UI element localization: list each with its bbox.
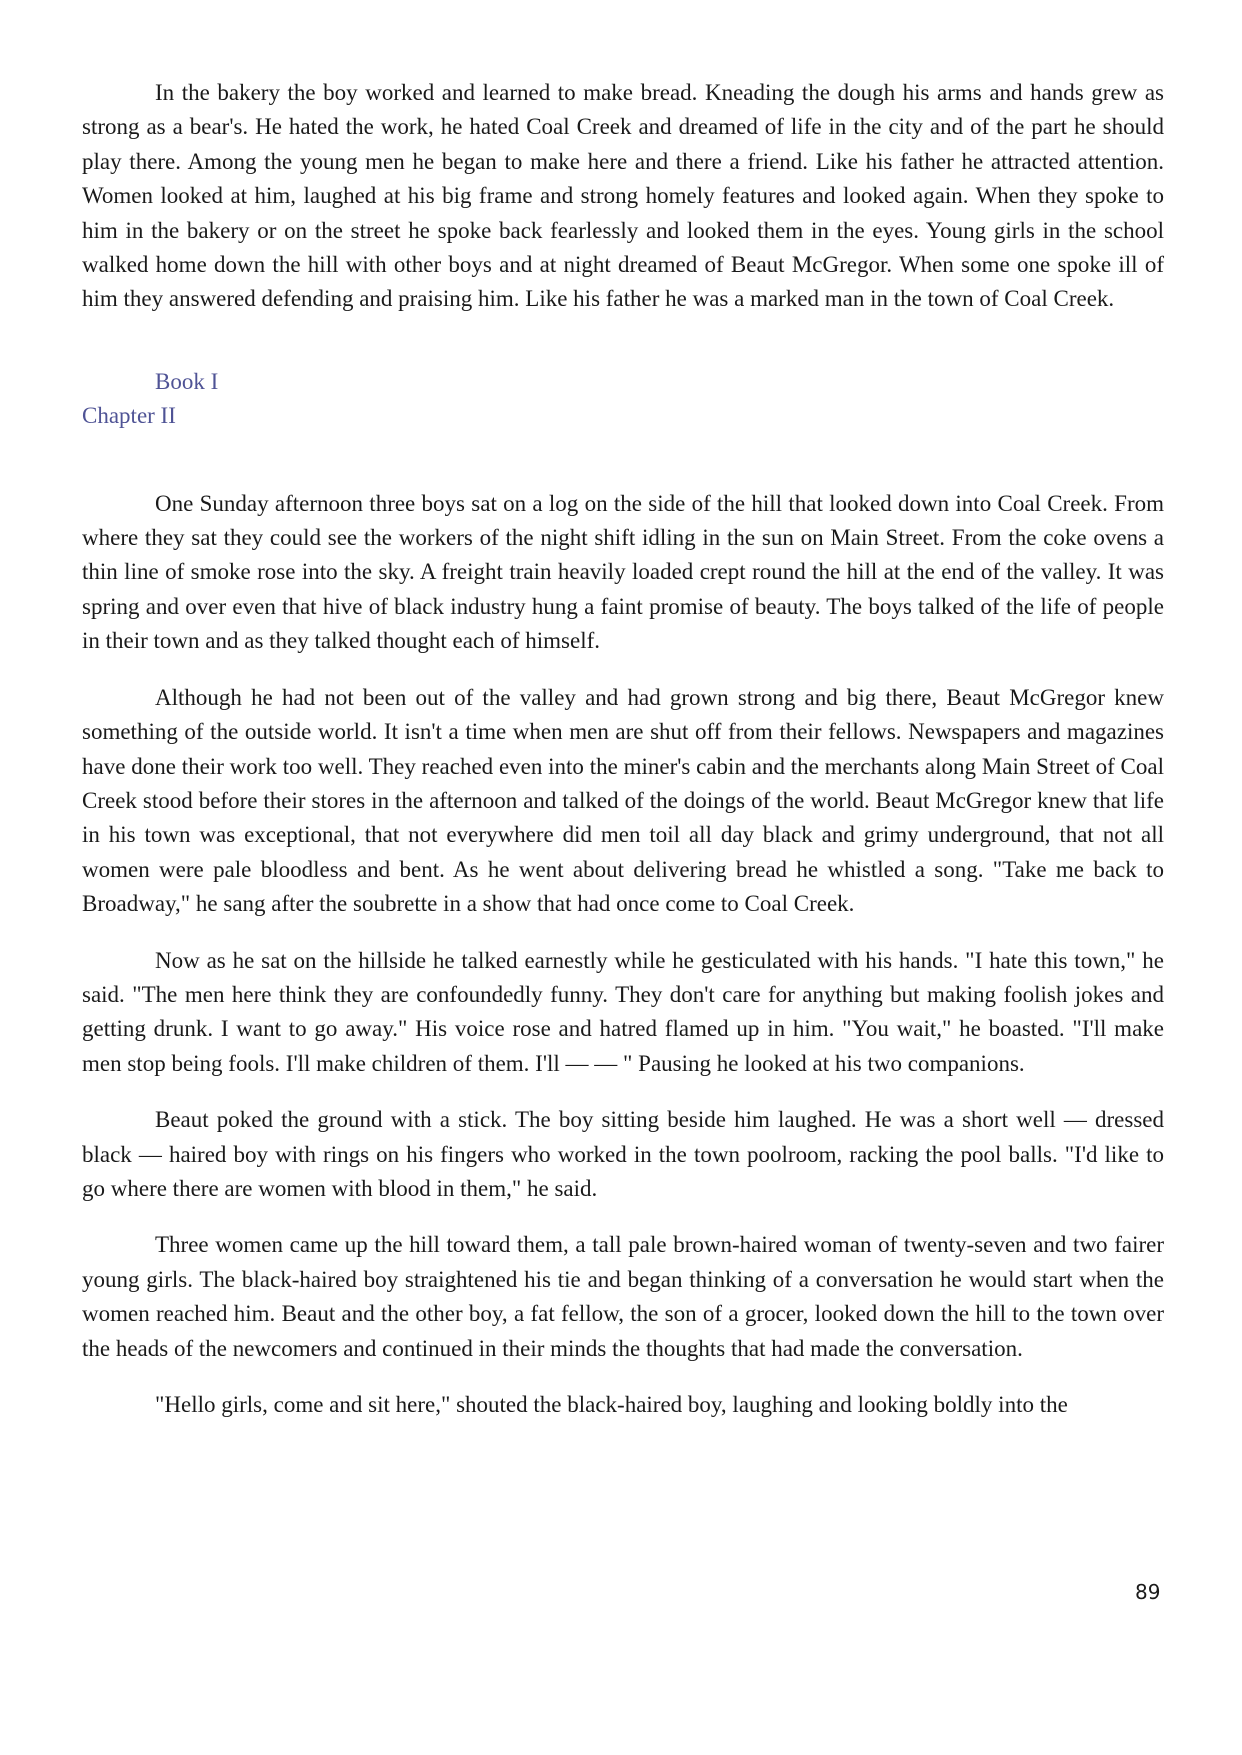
page-number: 89 [1135, 1580, 1161, 1604]
paragraph-bakery: In the bakery the boy worked and learned to make bread. Kneading the dough his arms and hands grew as strong as a bear's. He hated the work, he hated Coal Creek and dreamed of life in the city and of the part he should play there. Among the young men he began to make here and there a friend. Like his father he attracted attention. Women looked at him, laughed at his big frame and strong homely features and looked again. When they spoke to him in the bakery or on the street he spoke back fearlessly and looked them in the eyes. Young girls in the school walked home down the hill with other boys and at night dreamed of Beaut McGregor. When some one spoke ill of him they answered defending and praising him. Like his father he was a marked man in the town of Coal Creek. [82, 80, 1164, 312]
chapter-heading: Chapter II [82, 403, 176, 429]
book-heading: Book I [155, 368, 219, 394]
paragraph-sunday-afternoon: One Sunday afternoon three boys sat on a log on the side of the hill that looked down into Coal Creek. From where they sat they could see the workers of the night shift idling in the sun on Main Street. From the coke ovens a thin line of smoke rose into the sky. A freight train heavily loaded crept round the hill at the end of the valley. It was spring and over even that hive of black industry hung a faint promise of beauty. The boys talked of the life of people in their town and as they talked thought each of himself. [82, 490, 1164, 654]
paragraph-outside-world: Although he had not been out of the valley and had grown strong and big there, Beaut McGregor knew something of the outside world. It isn't a time when men are shut off from their fellows. Newspapers and magazines have done their work too well. They reached even into the miner's cabin and the merchants along Main Street of Coal Creek stood before their stores in the afternoon and talked of the doings of the world. Beaut McGregor knew that life in his town was exceptional, that not everywhere did men toil all day black and grimy underground, that not all women were pale bloodless and bent. As he went about delivering bread he whistled a song. "Take me back to Broadway," he sang after the soubrette in a show that had once come to Coal Creek. [82, 684, 1164, 917]
paragraph-three-women: Three women came up the hill toward them, a tall pale brown-haired woman of twenty-seven and two fairer young girls. The black-haired boy straightened his tie and began thinking of a conversation he would start when the women reached him. Beaut and the other boy, a fat fellow, the son of a grocer, looked down the hill to the town over the heads of the newcomers and continued in their minds the thoughts that had made the conversation. [82, 1232, 1164, 1361]
paragraph-poolroom-boy: Beaut poked the ground with a stick. The boy sitting beside him laughed. He was a short well — dressed black — haired boy with rings on his fingers who worked in the town poolroom, racking the pool balls. "I'd like to go where there are women with blood in them," he said. [82, 1107, 1164, 1201]
paragraph-hillside-talk: Now as he sat on the hillside he talked earnestly while he gesticulated with his hands. "I hate this town," he said. "The men here think they are confoundedly funny. They don't care for anything but making foolish jokes and getting drunk. I want to go away." His voice rose and hatred flamed up in him. "You wait," he boasted. "I'll make men stop being fools. I'll make children of them. I'll — — " Pausing he looked at his two companions. [82, 947, 1164, 1076]
page-body [82, 76, 1164, 1422]
paragraph-hello-girls: "Hello girls, come and sit here," shouted the black-haired boy, laughing and looking boldly into the [155, 1392, 1068, 1417]
